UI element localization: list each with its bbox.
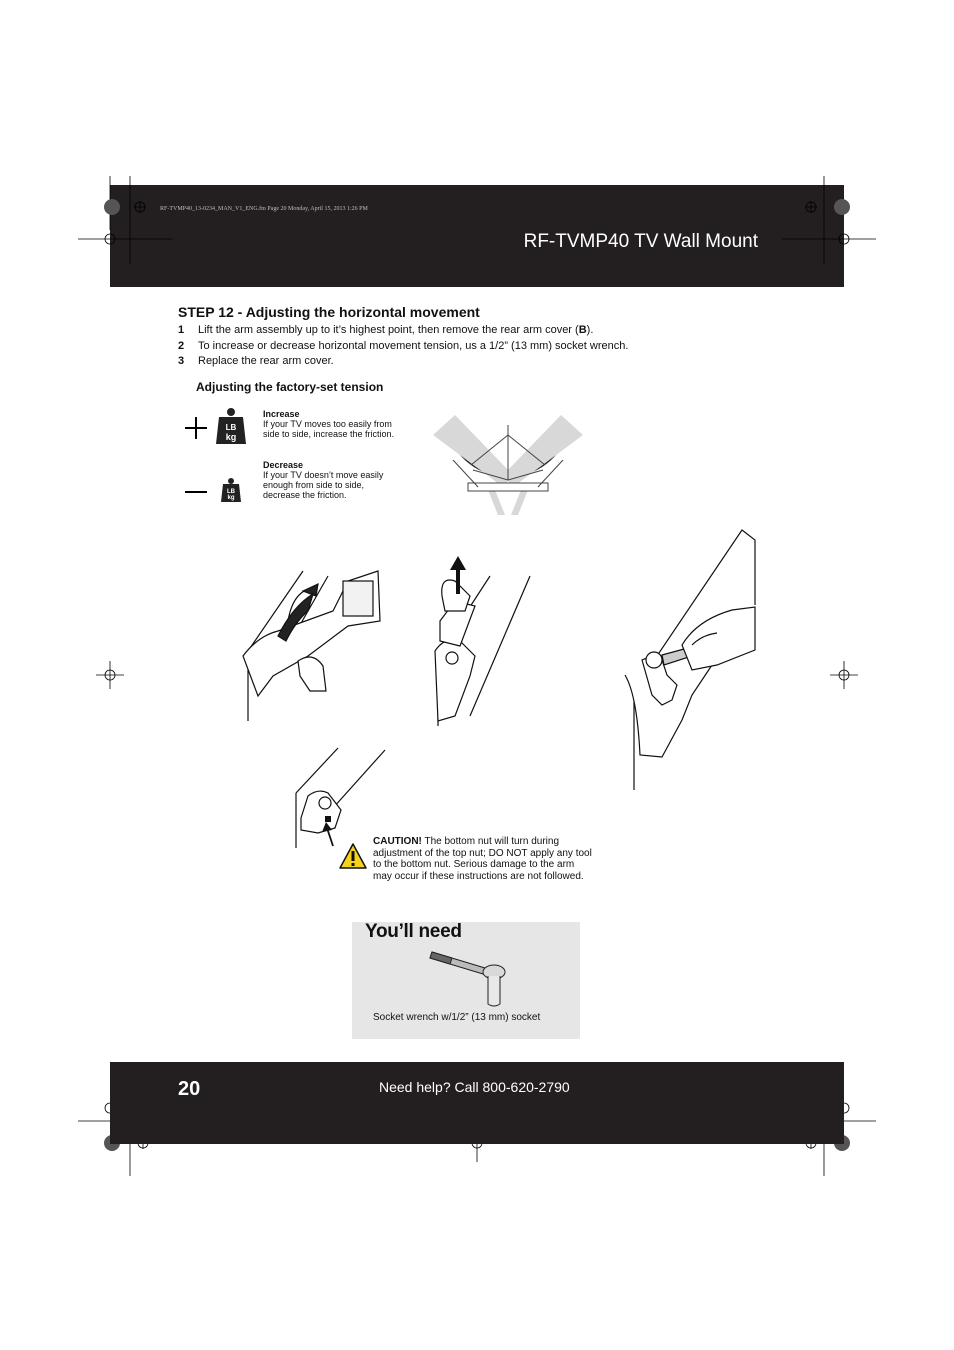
step-item-2: 2 To increase or decrease horizontal movement tension, us a 1/2” (13 mm) socket wrench.: [178, 340, 629, 352]
step-number: 3: [178, 355, 185, 367]
you-need-title: You’ll need: [365, 921, 462, 942]
svg-text:LB: LB: [225, 423, 237, 432]
warning-icon: [339, 843, 367, 869]
svg-text:kg: kg: [227, 495, 235, 501]
caution-note: [373, 836, 595, 882]
page-title: RF-TVMP40 TV Wall Mount: [523, 231, 758, 252]
step-heading: STEP 12 - Adjusting the horizontal movement: [178, 304, 480, 320]
tension-heading: Adjusting the factory-set tension: [196, 380, 384, 394]
weight-small-icon: [220, 477, 242, 503]
caution-text: The bottom nut will turn during adjustment of the top nut; DO NOT apply any tool to the bottom nut. Serious damage to the arm may occur if these instructions are not followed.: [373, 836, 592, 882]
page-number: 20: [178, 1078, 201, 1100]
step-item-3: 3 Replace the rear arm cover.: [178, 355, 334, 367]
remove-cover-illustration: [238, 566, 388, 721]
decrease-title: Decrease: [263, 460, 304, 470]
caution-label: CAUTION!: [373, 836, 422, 847]
help-line: Need help? Call 800-620-2790: [379, 1079, 570, 1095]
wrench-adjustment-illustration: [622, 525, 757, 790]
increase-description: Increase If your TV moves too easily from side to side, increase the friction.: [263, 409, 395, 439]
minus-icon: [185, 489, 209, 495]
weight-large-icon: [214, 407, 248, 447]
you-need-caption: Socket wrench w/1/2” (13 mm) socket: [373, 1012, 541, 1023]
socket-wrench-icon: [430, 948, 510, 1008]
step-number: 2: [178, 340, 185, 352]
decrease-description: Decrease If your TV doesn’t move easily enough from side to side, decrease the friction.: [263, 460, 384, 500]
footer-bar: [110, 1062, 844, 1144]
plus-icon: [185, 416, 209, 440]
svg-text:LB: LB: [227, 489, 235, 495]
step-number: 1: [178, 324, 185, 336]
step-item-1: 1 Lift the arm assembly up to it’s highest point, then remove the rear arm cover (B).: [178, 324, 594, 336]
print-slug: RF-TVMP40_13-0234_MAN_V1_ENG.fm Page 20 Monday, April 15, 2013 1:26 PM: [160, 206, 368, 212]
lift-cover-illustration: [430, 556, 530, 726]
svg-text:kg: kg: [225, 432, 237, 442]
swivel-range-diagram: [433, 415, 583, 515]
increase-title: Increase: [263, 409, 300, 419]
